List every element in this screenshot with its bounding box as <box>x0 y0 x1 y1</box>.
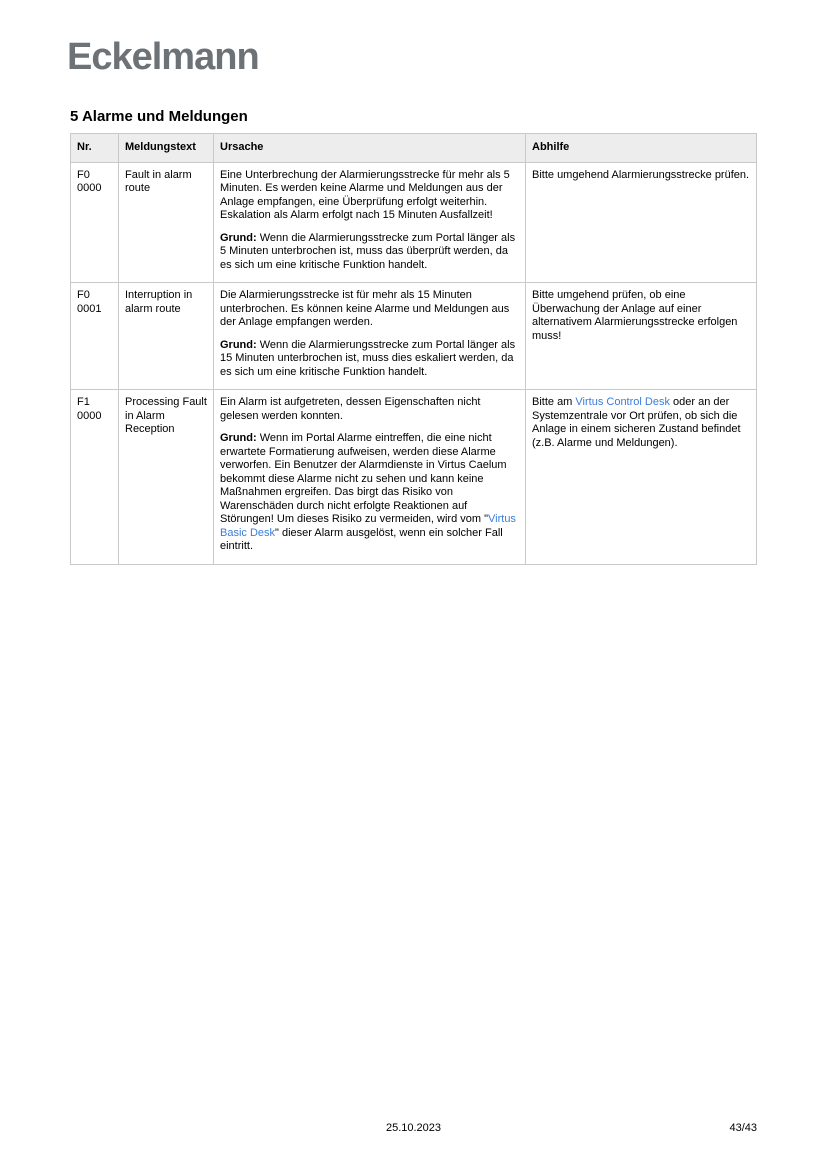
column-header-ursache: Ursache <box>214 134 526 163</box>
column-header-meldungstext: Meldungstext <box>119 134 214 163</box>
column-header-nr: Nr. <box>71 134 119 163</box>
cell-meldungstext: Processing Fault in Alarm Reception <box>119 390 214 565</box>
table-row-f0-0000 <box>71 162 757 283</box>
grund-label: Grund: <box>220 338 257 351</box>
cell-nr: F0 0001 <box>71 283 119 390</box>
ursache-paragraph: Eine Unterbrechung der Alarmierungsstrecke für mehr als 5 Minuten. Es werden keine Alarme und Meldungen aus der Anlage empfangen, eine Überprüfung erfolgt weiterhin. Eskalation als Alarm erfolgt nach 15 Minuten Ausfallzeit! <box>220 168 510 221</box>
abhilfe-paragraph: Bitte umgehend prüfen, ob eine Überwachung der Anlage auf einer alternativem Alarmierungsstrecke erfolgen muss! <box>532 289 738 342</box>
table-row-f1-0000 <box>71 390 757 565</box>
column-header-abhilfe: Abhilfe <box>526 134 757 163</box>
cell-meldungstext: Interruption in alarm route <box>119 283 214 390</box>
grund-text: Wenn im Portal Alarme eintreffen, die eine nicht erwartete Formatierung aufweisen, werden diese Alarme verworfen. Ein Benutzer der Alarmdienste in Virtus Caelum bekommt diese Alarme nicht zu sehen und kann keine Maßnahmen ergreifen. Das birgt das Risiko von Warenschäden durch nicht erfolgte Reaktionen auf Störungen! Um dieses Risiko zu vermeiden, wird vom " <box>220 432 507 525</box>
cell-abhilfe <box>526 283 757 390</box>
ursache-paragraph: Die Alarmierungsstrecke ist für mehr als 15 Minuten unterbrochen. Es können keine Alarme und Meldungen aus der Anlage empfangen werden. <box>220 289 510 328</box>
cell-abhilfe <box>526 390 757 565</box>
grund-text-after-link: " dieser Alarm ausgelöst, wenn ein solcher Fall eintritt. <box>220 526 503 552</box>
footer-page-number: 43/43 <box>729 1122 757 1134</box>
cell-abhilfe <box>526 162 757 283</box>
grund-label: Grund: <box>220 432 257 444</box>
footer-date: 25.10.2023 <box>385 1122 442 1134</box>
abhilfe-paragraph: Bitte umgehend Alarmierungsstrecke prüfen. <box>532 168 750 181</box>
table-row-f0-0001 <box>71 283 757 390</box>
grund-paragraph <box>220 339 519 380</box>
table-header-row <box>71 134 757 163</box>
grund-label: Grund: <box>220 231 257 244</box>
abhilfe-paragraph <box>532 396 750 450</box>
virtus-control-desk-link[interactable]: Virtus Control Desk <box>575 396 670 408</box>
cell-ursache <box>214 390 526 565</box>
section-heading: 5 Alarme und Meldungen <box>70 108 248 125</box>
cell-meldungstext: Fault in alarm route <box>119 162 214 283</box>
grund-text: Wenn die Alarmierungsstrecke zum Portal länger als 15 Minuten unterbrochen ist, muss dies eskaliert werden, da es sich um eine kritische Funktion handelt. <box>220 338 516 378</box>
grund-paragraph <box>220 432 519 554</box>
abhilfe-text: Bitte am <box>532 396 576 408</box>
grund-text: Wenn die Alarmierungsstrecke zum Portal länger als 5 Minuten unterbrochen ist, muss das überprüft werden, da es sich um eine kritische Funktion handelt. <box>220 231 516 271</box>
abhilfe-text-after-link: oder an der Systemzentrale vor Ort prüfen, ob sich die Anlage in einem sicheren Zustand befindet (z.B. Alarme und Meldungen). <box>532 396 741 449</box>
grund-paragraph <box>220 232 519 273</box>
eckelmann-logo: Eckelmann <box>67 36 259 78</box>
cell-ursache <box>214 283 526 390</box>
cell-nr: F1 0000 <box>71 390 119 565</box>
alarm-messages-table <box>70 133 757 565</box>
cell-ursache <box>214 162 526 283</box>
ursache-paragraph: Ein Alarm ist aufgetreten, dessen Eigenschaften nicht gelesen werden konnten. <box>220 396 481 422</box>
virtus-basic-desk-link[interactable]: Virtus Basic Desk <box>220 513 516 539</box>
cell-nr: F0 0000 <box>71 162 119 283</box>
